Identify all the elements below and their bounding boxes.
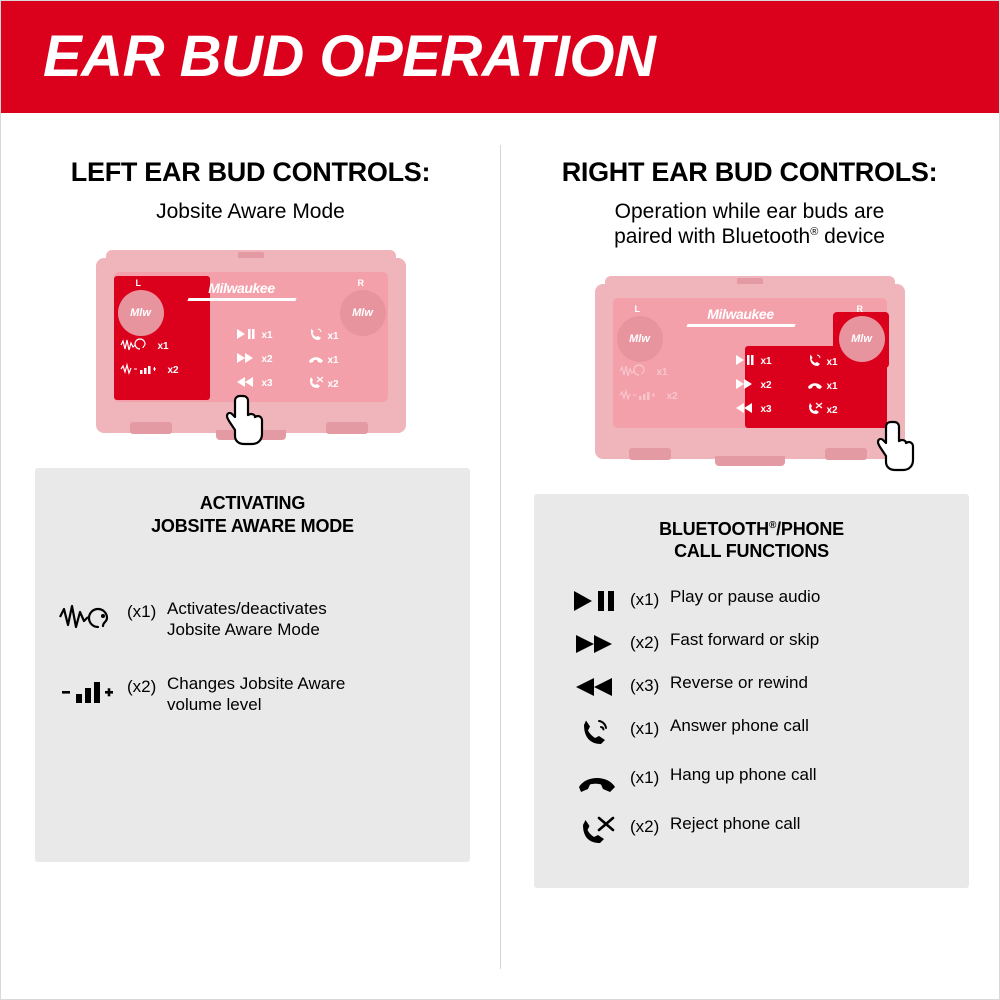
control-rewind — [236, 376, 273, 391]
list-item-text — [167, 674, 345, 715]
volume-level-icon — [51, 674, 127, 706]
control-fast-forward — [735, 378, 772, 393]
control-fast-forward — [236, 352, 273, 367]
list-item-count: (x2) — [630, 816, 660, 836]
right-info-box — [534, 494, 969, 888]
reject-call-icon — [807, 402, 823, 419]
control-hang-up — [308, 352, 339, 369]
control-count: x1 — [327, 331, 339, 343]
right-ear-bud — [340, 290, 386, 336]
left-info-title — [51, 492, 454, 537]
pointing-hand-icon — [222, 394, 270, 454]
list-item-text: Play or pause audio — [670, 586, 821, 606]
rewind-icon — [564, 673, 630, 699]
control-count: x1 — [826, 380, 838, 392]
hang-up-icon — [807, 378, 823, 395]
left-function-list — [51, 599, 454, 715]
answer-call-icon — [564, 716, 630, 748]
left-case-illustration — [1, 250, 500, 440]
right-bud-logo: Mlw — [352, 307, 373, 320]
page-title: EAR BUD OPERATION — [43, 24, 656, 89]
right-column-subtitle-line2 — [526, 224, 973, 249]
right-info-title-line2: CALL FUNCTIONS — [674, 541, 829, 562]
left-ear-bud — [118, 290, 164, 336]
list-item-count: (x2) — [127, 677, 157, 697]
control-count: x1 — [760, 355, 772, 367]
control-count: x2 — [666, 390, 678, 402]
left-slot-label: L — [634, 303, 640, 314]
left-column-title: LEFT EAR BUD CONTROLS: — [70, 157, 431, 187]
case-hinge-left — [130, 422, 172, 434]
case-hinge-right — [326, 422, 368, 434]
right-ear-bud — [839, 316, 885, 362]
content-columns — [1, 113, 999, 999]
list-item-count: (x1) — [630, 767, 660, 787]
left-column-header — [1, 113, 500, 224]
right-info-title — [550, 518, 953, 563]
control-play-pause — [236, 328, 273, 343]
list-item-text-line2: Jobsite Aware Mode — [167, 619, 320, 639]
list-item — [564, 814, 953, 846]
list-item-text: Reject phone call — [670, 813, 801, 833]
brand-logo: Milwaukee — [208, 280, 275, 297]
left-info-title-line2: JOBSITE AWARE MODE — [151, 515, 354, 536]
control-count: x1 — [826, 356, 838, 368]
list-item-text: Fast forward or skip — [670, 629, 820, 649]
answer-call-icon — [807, 354, 823, 371]
jobsite-aware-icon — [619, 364, 653, 381]
list-item-text: Answer phone call — [670, 715, 809, 735]
right-case-illustration — [500, 276, 999, 466]
brand-underline — [686, 324, 795, 327]
right-column-title: RIGHT EAR BUD CONTROLS: — [561, 157, 938, 187]
control-answer-call — [807, 354, 838, 371]
control-rewind — [735, 402, 772, 417]
control-jobsite-aware — [619, 364, 668, 381]
control-reject-call — [308, 376, 339, 393]
left-ear-bud-case — [96, 250, 406, 440]
hang-up-icon — [308, 352, 324, 369]
list-item — [51, 599, 454, 640]
control-count: x2 — [167, 365, 179, 377]
brand-underline — [187, 298, 296, 301]
brand-logo: Milwaukee — [707, 305, 774, 322]
list-item-text: Hang up phone call — [670, 764, 817, 784]
left-column — [1, 113, 500, 999]
jobsite-aware-icon — [120, 338, 154, 355]
volume-level-icon — [120, 362, 164, 379]
left-bud-logo: Mlw — [130, 307, 151, 320]
left-info-box — [35, 468, 470, 862]
case-hinge-right — [825, 448, 867, 460]
pointing-hand-icon — [873, 420, 921, 480]
list-item — [564, 673, 953, 699]
control-count: x1 — [261, 330, 273, 342]
rewind-icon — [735, 402, 757, 417]
phone-text: /PHONE — [776, 518, 844, 539]
right-column — [500, 113, 999, 999]
control-volume-level — [619, 388, 678, 405]
control-count: x2 — [760, 379, 772, 391]
control-volume-level — [120, 362, 179, 379]
play-pause-icon — [735, 354, 757, 369]
list-item-text-line2: volume level — [167, 694, 262, 714]
registered-mark: ® — [810, 226, 819, 239]
list-item-count: (x3) — [630, 675, 660, 695]
hang-up-icon — [564, 765, 630, 797]
list-item-text-line1: Activates/deactivates — [167, 599, 327, 619]
control-jobsite-aware — [120, 338, 169, 355]
reject-call-icon — [564, 814, 630, 846]
control-count: x1 — [327, 355, 339, 367]
play-pause-icon — [236, 328, 258, 343]
left-ear-bud — [617, 316, 663, 362]
left-slot-label: L — [135, 278, 141, 289]
list-item-count: (x2) — [630, 632, 660, 652]
registered-mark: ® — [768, 519, 777, 531]
subtitle-device-text: device — [818, 225, 885, 249]
right-column-subtitle-line1: Operation while ear buds are — [614, 200, 885, 224]
control-answer-call — [308, 328, 339, 345]
reject-call-icon — [308, 376, 324, 393]
list-item — [564, 587, 953, 613]
control-reject-call — [807, 402, 838, 419]
list-item — [51, 674, 454, 715]
left-column-subtitle: Jobsite Aware Mode — [156, 200, 345, 224]
fast-forward-icon — [236, 352, 258, 367]
right-slot-label: R — [856, 303, 863, 314]
control-count: x2 — [327, 379, 339, 391]
control-count: x3 — [760, 403, 772, 415]
control-count: x1 — [157, 341, 169, 353]
page-header — [1, 1, 999, 113]
control-count: x2 — [261, 354, 273, 366]
subtitle-bluetooth-text: paired with Bluetooth — [614, 225, 811, 249]
right-info-title-line1 — [550, 518, 953, 541]
case-foot — [715, 456, 785, 466]
right-slot-label: R — [357, 278, 364, 289]
rewind-icon — [236, 376, 258, 391]
control-count: x2 — [826, 404, 838, 416]
answer-call-icon — [308, 328, 324, 345]
right-column-subtitle — [500, 199, 999, 249]
right-ear-bud-case — [595, 276, 905, 466]
control-hang-up — [807, 378, 838, 395]
volume-level-icon — [619, 388, 663, 405]
list-item — [564, 716, 953, 748]
control-count: x1 — [656, 366, 668, 378]
right-column-header — [500, 113, 999, 250]
left-bud-logo: Mlw — [629, 332, 650, 345]
jobsite-aware-icon — [51, 599, 127, 631]
case-hinge-left — [629, 448, 671, 460]
right-bud-logo: Mlw — [851, 332, 872, 345]
play-pause-icon — [564, 587, 630, 613]
list-item-text: Reverse or rewind — [670, 672, 808, 692]
control-count: x3 — [261, 378, 273, 390]
list-item-text-line1: Changes Jobsite Aware — [167, 674, 346, 694]
list-item-count: (x1) — [630, 718, 660, 738]
list-item — [564, 765, 953, 797]
fast-forward-icon — [735, 378, 757, 393]
right-function-list — [550, 587, 953, 846]
list-item — [564, 630, 953, 656]
control-play-pause — [735, 354, 772, 369]
list-item-text — [167, 599, 327, 640]
bluetooth-text: BLUETOOTH — [659, 518, 769, 539]
fast-forward-icon — [564, 630, 630, 656]
left-info-title-line1: ACTIVATING — [199, 493, 306, 514]
list-item-count: (x1) — [127, 602, 157, 622]
list-item-count: (x1) — [630, 589, 660, 609]
